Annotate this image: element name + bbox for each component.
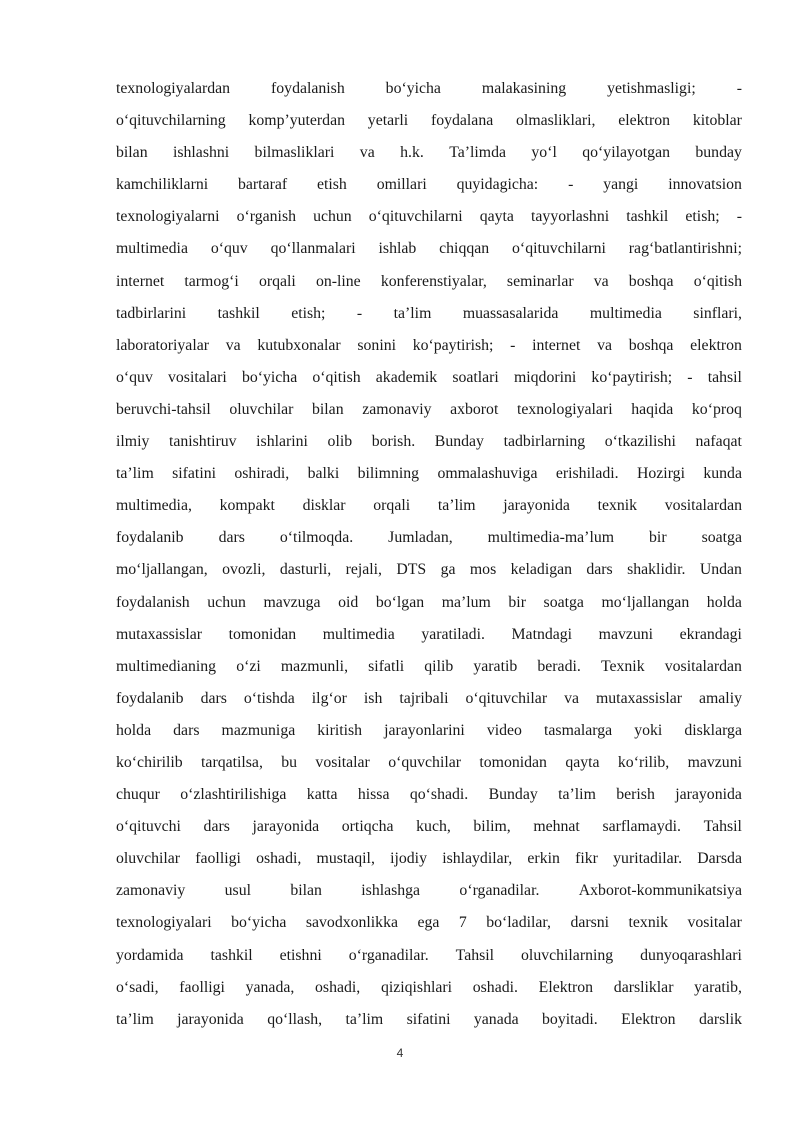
text-line bbox=[116, 972, 742, 1004]
text-word: texnologiyalari bbox=[516, 400, 613, 418]
text-word: jarayonida bbox=[252, 818, 320, 836]
text-word: multimedia bbox=[322, 625, 395, 643]
text-word: etish; bbox=[291, 304, 326, 322]
text-word: dars bbox=[218, 529, 245, 547]
text-word: boyitadi. bbox=[542, 1010, 598, 1028]
text-word: rejali, bbox=[345, 561, 382, 579]
text-word: tanishtiruv bbox=[168, 433, 237, 451]
text-word: - bbox=[736, 80, 742, 97]
text-word: foydalanib bbox=[116, 529, 184, 547]
text-line bbox=[116, 394, 742, 426]
text-word: olib bbox=[327, 433, 353, 451]
text-word: berish bbox=[616, 786, 655, 804]
text-word: ishlashga bbox=[361, 882, 421, 900]
text-word: qo‘shadi. bbox=[409, 786, 469, 804]
text-word: tashkil bbox=[217, 304, 260, 322]
text-word: bilan bbox=[290, 882, 322, 900]
text-word: yuritadilar. bbox=[613, 850, 683, 868]
text-word: tashkil bbox=[626, 208, 669, 226]
text-word: jarayonida bbox=[675, 786, 742, 804]
text-word: bir bbox=[508, 593, 526, 611]
text-word: ko‘paytirish; bbox=[412, 336, 494, 354]
text-word: - bbox=[568, 176, 574, 194]
text-word: laboratoriyalar bbox=[116, 336, 209, 354]
text-word: Bunday bbox=[434, 433, 484, 451]
text-word: Elektron bbox=[621, 1010, 676, 1028]
text-word: qo‘llash, bbox=[267, 1010, 323, 1028]
text-word: mazmunli, bbox=[280, 657, 349, 675]
text-word: Texnik bbox=[600, 657, 645, 675]
text-word: bo‘lgan bbox=[375, 593, 425, 611]
text-word: faolligi bbox=[179, 978, 225, 996]
text-word: ta’lim bbox=[558, 786, 596, 804]
text-word: holda bbox=[706, 593, 742, 611]
text-word: internet bbox=[116, 272, 165, 290]
text-word: mo‘ljallangan bbox=[601, 593, 690, 611]
text-line bbox=[116, 458, 742, 490]
text-line bbox=[116, 747, 742, 779]
text-word: kompakt bbox=[219, 497, 275, 515]
text-word: qayta bbox=[479, 208, 514, 226]
text-word: balki bbox=[307, 465, 340, 483]
text-word: bo‘yicha bbox=[231, 914, 287, 932]
text-word: holda bbox=[116, 721, 152, 739]
text-word: Jumladan, bbox=[388, 529, 453, 547]
text-word: bo‘yicha bbox=[241, 368, 298, 386]
text-word: mutaxassislar bbox=[116, 625, 202, 643]
text-word: o‘quv bbox=[210, 240, 248, 258]
text-word: foydalanish bbox=[116, 593, 190, 611]
text-word: dasturli, bbox=[279, 561, 332, 579]
text-word: yaratiladi. bbox=[421, 625, 485, 643]
text-word: fikr bbox=[575, 850, 598, 868]
text-word: - bbox=[510, 336, 516, 354]
text-word: tarqatilsa, bbox=[201, 753, 263, 771]
text-word: o‘qituvchilarni bbox=[368, 208, 463, 226]
text-word: multimedianing bbox=[116, 657, 217, 675]
text-word: texnologiyalardan bbox=[116, 80, 231, 97]
text-word: mo‘ljallangan, bbox=[116, 561, 208, 579]
text-word: darslik bbox=[698, 1010, 742, 1028]
text-line bbox=[116, 715, 742, 747]
text-word: mazmuniga bbox=[221, 721, 296, 739]
text-word: multimedia, bbox=[116, 497, 192, 515]
page-number: 4 bbox=[396, 1046, 404, 1060]
text-word: ishlashni bbox=[172, 144, 230, 162]
text-line bbox=[116, 73, 742, 105]
text-word: yordamida bbox=[116, 946, 184, 964]
text-word: soatlari bbox=[452, 368, 499, 386]
text-word: malakasining bbox=[481, 80, 567, 97]
text-word: oshadi. bbox=[472, 978, 518, 996]
text-word: miqdorini bbox=[513, 368, 577, 386]
text-word: yo‘l bbox=[531, 144, 557, 162]
text-word: foydalana bbox=[430, 112, 494, 130]
text-word: jarayonida bbox=[503, 497, 570, 515]
text-word: nafaqat bbox=[695, 433, 742, 451]
text-word: disklar bbox=[302, 497, 346, 515]
text-line bbox=[116, 266, 742, 298]
text-word: multimedia bbox=[116, 240, 188, 258]
text-word: olmasliklari, bbox=[516, 112, 596, 130]
text-word: tomonidan bbox=[228, 625, 297, 643]
text-word: tomonidan bbox=[479, 753, 547, 771]
text-word: va bbox=[359, 144, 375, 162]
text-line bbox=[116, 587, 742, 619]
text-word: yanada bbox=[473, 1010, 519, 1028]
text-line bbox=[116, 1004, 742, 1036]
text-word: bo‘ladilar, bbox=[486, 914, 551, 932]
text-word: Hozirgi bbox=[636, 465, 685, 483]
text-word: qo‘llanmalari bbox=[270, 240, 356, 258]
text-word: DTS bbox=[396, 561, 427, 579]
text-word: ko‘rilib, bbox=[617, 753, 670, 771]
text-word: elektron bbox=[618, 112, 671, 130]
text-line bbox=[116, 362, 742, 394]
text-word: boshqa bbox=[628, 272, 674, 290]
text-word: o‘qituvchilarning bbox=[116, 112, 226, 130]
text-word: multimedia bbox=[589, 304, 662, 322]
text-word: etish; bbox=[685, 208, 720, 226]
text-word: bilan bbox=[116, 144, 148, 162]
text-word: haqida bbox=[631, 400, 674, 418]
text-word: bartaraf bbox=[238, 176, 288, 194]
text-word: rag‘batlantirishni; bbox=[628, 240, 742, 258]
text-word: ekrandagi bbox=[679, 625, 742, 643]
text-word: vositalari bbox=[168, 368, 227, 386]
text-word: bilim, bbox=[473, 818, 511, 836]
text-word: o‘quv bbox=[116, 368, 153, 386]
text-word: yangi bbox=[603, 176, 639, 194]
text-word: vositalar bbox=[687, 914, 742, 932]
text-word: oshiradi, bbox=[234, 465, 290, 483]
text-word: va bbox=[597, 336, 612, 354]
text-word: va bbox=[593, 272, 609, 290]
text-word: dars bbox=[200, 689, 227, 707]
text-word: yoki bbox=[634, 721, 663, 739]
text-word: tashkil bbox=[210, 946, 253, 964]
text-line bbox=[116, 490, 742, 522]
text-word: Elektron bbox=[538, 978, 594, 996]
text-word: oid bbox=[338, 593, 359, 611]
text-word: oshadi, bbox=[315, 978, 361, 996]
text-word: Ta’limda bbox=[449, 144, 506, 162]
text-word: o‘quvchilar bbox=[388, 753, 462, 771]
text-line bbox=[116, 779, 742, 811]
text-word: texnologiyalari bbox=[116, 914, 212, 932]
text-word: Bunday bbox=[488, 786, 538, 804]
text-word: mehnat bbox=[533, 818, 580, 836]
text-line bbox=[116, 201, 742, 233]
text-word: bunday bbox=[695, 144, 742, 162]
text-word: sifatli bbox=[368, 657, 405, 675]
text-word: innovatsion bbox=[668, 176, 742, 194]
text-word: bilan bbox=[312, 400, 344, 418]
text-word: o‘tishda bbox=[243, 689, 295, 707]
text-word: oluvchilarning bbox=[521, 946, 614, 964]
text-word: video bbox=[486, 721, 522, 739]
text-word: oluvchilar bbox=[229, 400, 294, 418]
text-word: hissa bbox=[357, 786, 390, 804]
text-word: o‘rganadilar. bbox=[348, 946, 429, 964]
text-word: mavzuni bbox=[687, 753, 742, 771]
text-line bbox=[116, 619, 742, 651]
text-word: tahsil bbox=[707, 368, 742, 386]
text-word: qayta bbox=[565, 753, 600, 771]
text-word: tayyorlashni bbox=[531, 208, 610, 226]
text-word: bu bbox=[281, 753, 298, 771]
text-word: foydalanish bbox=[271, 80, 345, 97]
text-word: jarayonida bbox=[177, 1010, 244, 1028]
text-word: - bbox=[736, 208, 742, 226]
text-word: seminarlar bbox=[506, 272, 574, 290]
text-word: ilg‘or bbox=[311, 689, 347, 707]
text-word: chuqur bbox=[116, 786, 160, 804]
text-word: sonini bbox=[357, 336, 396, 354]
text-word: ortiqcha bbox=[341, 818, 394, 836]
text-word: beruvchi-tahsil bbox=[116, 400, 211, 418]
text-word: komp’yuterdan bbox=[248, 112, 345, 130]
text-word: Axborot-kommunikatsiya bbox=[578, 882, 742, 900]
text-word: o‘rganadilar. bbox=[459, 882, 540, 900]
text-word: dars bbox=[203, 818, 230, 836]
text-word: dunyoqarashlari bbox=[640, 946, 742, 964]
text-word: tarmog‘i bbox=[184, 272, 239, 290]
body-text bbox=[116, 73, 742, 1036]
text-word: faolligi bbox=[195, 850, 241, 868]
text-word: etish bbox=[316, 176, 347, 194]
text-word: ta’lim bbox=[393, 304, 432, 322]
text-word: axborot bbox=[450, 400, 499, 418]
text-word: muassasalarida bbox=[462, 304, 559, 322]
text-word: sinflari, bbox=[693, 304, 742, 322]
text-word: texnik bbox=[628, 914, 669, 932]
text-word: omillari bbox=[376, 176, 427, 194]
text-word: disklarga bbox=[684, 721, 742, 739]
text-word: bo‘yicha bbox=[385, 80, 441, 97]
text-word: texnik bbox=[597, 497, 638, 515]
text-word: Matndagi bbox=[511, 625, 573, 643]
text-line bbox=[116, 137, 742, 169]
text-word: ish bbox=[363, 689, 383, 707]
text-word: yetishmasligi; bbox=[607, 80, 696, 97]
text-line bbox=[116, 651, 742, 683]
text-word: katta bbox=[306, 786, 338, 804]
text-word: Darsda bbox=[697, 850, 742, 868]
text-word: boshqa bbox=[628, 336, 674, 354]
text-word: ta’lim bbox=[116, 1010, 154, 1028]
text-word: soatga bbox=[701, 529, 742, 547]
text-word: o‘rganish bbox=[236, 208, 296, 226]
text-word: - bbox=[687, 368, 693, 386]
text-word: kitoblar bbox=[692, 112, 742, 130]
text-word: o‘qitish bbox=[693, 272, 742, 290]
text-word: amaliy bbox=[699, 689, 742, 707]
text-line bbox=[116, 522, 742, 554]
text-line bbox=[116, 105, 742, 137]
text-word: ijodiy bbox=[390, 850, 427, 868]
text-word: elektron bbox=[690, 336, 742, 354]
text-word: jarayonlarini bbox=[384, 721, 465, 739]
text-word: ta’lim bbox=[116, 465, 154, 483]
text-word: dars bbox=[173, 721, 200, 739]
text-word: darsni bbox=[570, 914, 610, 932]
text-word: yaratib bbox=[473, 657, 518, 675]
text-word: bilimning bbox=[357, 465, 420, 483]
text-word: Tahsil bbox=[703, 818, 742, 836]
text-word: o‘tilmoqda. bbox=[279, 529, 354, 547]
text-line bbox=[116, 233, 742, 265]
text-word: usul bbox=[224, 882, 251, 900]
text-word: texnologiyalarni bbox=[116, 208, 220, 226]
text-word: beradi. bbox=[537, 657, 581, 675]
text-word: o‘sadi, bbox=[116, 978, 159, 996]
text-word: ovozli, bbox=[222, 561, 266, 579]
text-word: yetarli bbox=[367, 112, 409, 130]
text-word: tajribali bbox=[399, 689, 449, 707]
text-word: erkin bbox=[527, 850, 560, 868]
text-line bbox=[116, 169, 742, 201]
text-word: zamonaviy bbox=[116, 882, 186, 900]
text-word: sifatini bbox=[172, 465, 216, 483]
text-word: orqali bbox=[373, 497, 411, 515]
text-word: chiqqan bbox=[439, 240, 490, 258]
text-line bbox=[116, 298, 742, 330]
text-word: ta’lim bbox=[345, 1010, 384, 1028]
text-word: oshadi, bbox=[256, 850, 302, 868]
text-word: erishiladi. bbox=[555, 465, 619, 483]
text-word: sarflamaydi. bbox=[602, 818, 681, 836]
text-word: o‘zlashtirilishiga bbox=[180, 786, 287, 804]
text-word: kutubxonalar bbox=[257, 336, 341, 354]
text-word: tadbirlarini bbox=[116, 304, 187, 322]
text-word: va bbox=[564, 689, 579, 707]
text-word: Tahsil bbox=[455, 946, 495, 964]
text-word: foydalanib bbox=[116, 689, 184, 707]
text-word: ko‘proq bbox=[691, 400, 742, 418]
text-word: - bbox=[356, 304, 363, 322]
text-line bbox=[116, 940, 742, 972]
text-word: on-line bbox=[315, 272, 361, 290]
text-word: akademik bbox=[375, 368, 438, 386]
text-word: ma’lum bbox=[441, 593, 491, 611]
text-word: kunda bbox=[703, 465, 742, 483]
text-word: va bbox=[225, 336, 241, 354]
text-word: mos bbox=[469, 561, 497, 579]
text-word: mustaqil, bbox=[316, 850, 375, 868]
text-word: internet bbox=[532, 336, 581, 354]
text-word: qiziqishlari bbox=[380, 978, 453, 996]
text-word: zamonaviy bbox=[362, 400, 432, 418]
text-word: savodxonlikka bbox=[305, 914, 398, 932]
text-word: o‘tkazilishi bbox=[604, 433, 676, 451]
text-word: ishlab bbox=[378, 240, 417, 258]
text-word: sifatini bbox=[406, 1010, 451, 1028]
text-word: mavzuni bbox=[598, 625, 654, 643]
text-word: oluvchilar bbox=[116, 850, 181, 868]
text-word: ilmiy bbox=[116, 433, 150, 451]
text-word: Undan bbox=[699, 561, 742, 579]
text-word: ga bbox=[440, 561, 456, 579]
text-word: ta’lim bbox=[437, 497, 476, 515]
text-word: keladigan bbox=[510, 561, 573, 579]
text-word: borish. bbox=[371, 433, 416, 451]
text-word: o‘qituvchilar bbox=[465, 689, 548, 707]
text-word: h.k. bbox=[400, 144, 424, 162]
text-word: o‘qitish bbox=[312, 368, 361, 386]
text-word: ishlarini bbox=[256, 433, 308, 451]
text-word: ko‘chirilib bbox=[116, 753, 183, 771]
text-word: qo‘yilayotgan bbox=[582, 144, 670, 162]
text-word: etishni bbox=[279, 946, 322, 964]
text-word: tadbirlarning bbox=[503, 433, 586, 451]
text-line bbox=[116, 875, 742, 907]
text-line bbox=[116, 683, 742, 715]
text-word: ega bbox=[417, 914, 440, 932]
text-word: vositalar bbox=[315, 753, 370, 771]
text-word: o‘qituvchilarni bbox=[512, 240, 606, 258]
text-word: darsliklar bbox=[613, 978, 674, 996]
text-line bbox=[116, 907, 742, 939]
text-word: qilib bbox=[424, 657, 454, 675]
text-word: konferenstiyalar, bbox=[380, 272, 487, 290]
text-word: yanada, bbox=[245, 978, 295, 996]
text-word: vositalardan bbox=[664, 657, 742, 675]
text-word: kamchiliklarni bbox=[116, 176, 209, 194]
text-word: ko‘paytirish; bbox=[591, 368, 673, 386]
text-word: bir bbox=[649, 529, 667, 547]
text-word: yaratib, bbox=[694, 978, 742, 996]
text-word: 7 bbox=[458, 914, 467, 932]
text-word: kiritish bbox=[317, 721, 363, 739]
text-word: soatga bbox=[543, 593, 584, 611]
text-word: vositalardan bbox=[664, 497, 742, 515]
text-word: mutaxassislar bbox=[596, 689, 682, 707]
text-line bbox=[116, 843, 742, 875]
text-word: bilmasliklari bbox=[254, 144, 335, 162]
text-word: tasmalarga bbox=[544, 721, 613, 739]
text-word: uchun bbox=[313, 208, 352, 226]
text-word: o‘zi bbox=[236, 657, 261, 675]
text-word: o‘qituvchi bbox=[116, 818, 181, 836]
text-word: dars bbox=[586, 561, 613, 579]
text-word: multimedia-ma’lum bbox=[487, 529, 615, 547]
text-line bbox=[116, 811, 742, 843]
text-word: kuch, bbox=[416, 818, 451, 836]
text-line bbox=[116, 426, 742, 458]
text-word: mavzuga bbox=[263, 593, 321, 611]
text-line bbox=[116, 554, 742, 586]
text-word: ommalashuviga bbox=[437, 465, 538, 483]
text-word: orqali bbox=[258, 272, 296, 290]
text-word: shaklidir. bbox=[627, 561, 686, 579]
text-word: quyidagicha: bbox=[456, 176, 539, 194]
text-word: ishlaydilar, bbox=[442, 850, 513, 868]
text-line bbox=[116, 330, 742, 362]
text-word: uchun bbox=[207, 593, 246, 611]
